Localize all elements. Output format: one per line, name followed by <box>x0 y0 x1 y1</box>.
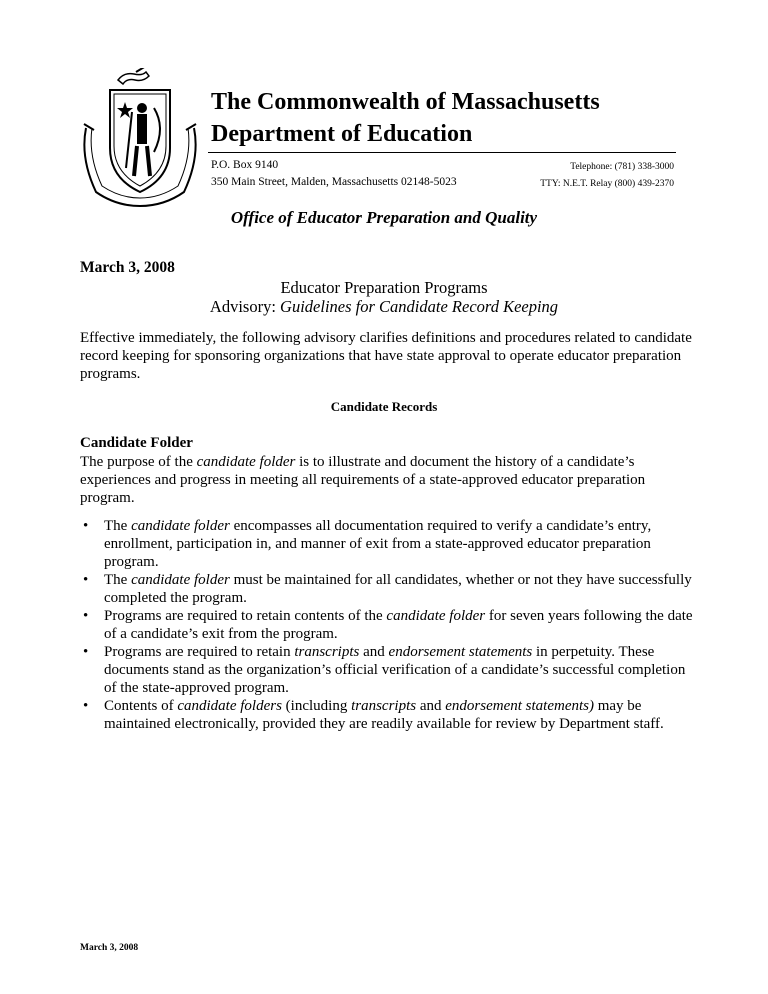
bullet-icon: • <box>83 608 89 624</box>
advisory-title <box>0 278 768 316</box>
list-item: • The candidate folder must be maintained for all candidates, whether or not they have successfully completed the program. <box>83 572 692 606</box>
bullet-icon: • <box>83 572 89 588</box>
list-item: • Contents of candidate folders (including transcripts and endorsement statements) may be maintained electronically, provided they are readily available for review by Department staff. <box>83 698 664 732</box>
tty-number: TTY: N.E.T. Relay (800) 439-2370 <box>540 179 674 189</box>
bullet-icon: • <box>83 698 89 714</box>
bullet-icon: • <box>83 644 89 660</box>
contact-numbers <box>540 159 674 193</box>
bullet-icon: • <box>83 518 89 534</box>
document-date: March 3, 2008 <box>80 259 175 276</box>
candidate-folder-paragraph: The purpose of the candidate folder is to illustrate and document the history of a candidate’s experiences and progress in meeting all requirements of a state-approved educator preparation program. <box>80 454 646 506</box>
commonwealth-title: The Commonwealth of Massachusetts <box>211 89 600 115</box>
list-item: • Programs are required to retain transcripts and endorsement statements in perpetuity. These documents stand as the organization’s official verification of a candidate’s successful completion of the state-approved program. <box>83 644 686 696</box>
candidate-folder-heading: Candidate Folder <box>80 435 193 451</box>
department-title: Department of Education <box>211 121 473 147</box>
telephone-number: Telephone: (781) 338-3000 <box>570 162 674 172</box>
massachusetts-seal-icon <box>80 68 200 208</box>
footer-date: March 3, 2008 <box>80 943 139 953</box>
department-header <box>211 86 600 150</box>
address-po-box: P.O. Box 9140 <box>211 159 279 171</box>
mailing-address <box>211 157 457 191</box>
advisory-line1: Educator Preparation Programs <box>280 278 488 297</box>
list-item: • Programs are required to retain contents of the candidate folder for seven years following the date of a candidate’s exit from the program. <box>83 608 693 642</box>
advisory-prefix: Advisory: <box>209 297 281 316</box>
office-name: Office of Educator Preparation and Quality <box>230 208 538 227</box>
requirements-list <box>80 517 700 733</box>
list-item: • The candidate folder encompasses all documentation required to verify a candidate’s entry, enrollment, participation in, and manner of exit from a state-approved educator preparation program. <box>83 518 652 570</box>
intro-paragraph: Effective immediately, the following advisory clarifies definitions and procedures related to candidate record keeping for sponsoring organizations that have state approval to operate educator preparation programs. <box>80 330 692 382</box>
advisory-subject: Guidelines for Candidate Record Keeping <box>280 297 559 316</box>
address-street: 350 Main Street, Malden, Massachusetts 02148-5023 <box>211 176 457 188</box>
section-heading: Candidate Records <box>330 399 438 414</box>
header-divider <box>208 152 676 153</box>
